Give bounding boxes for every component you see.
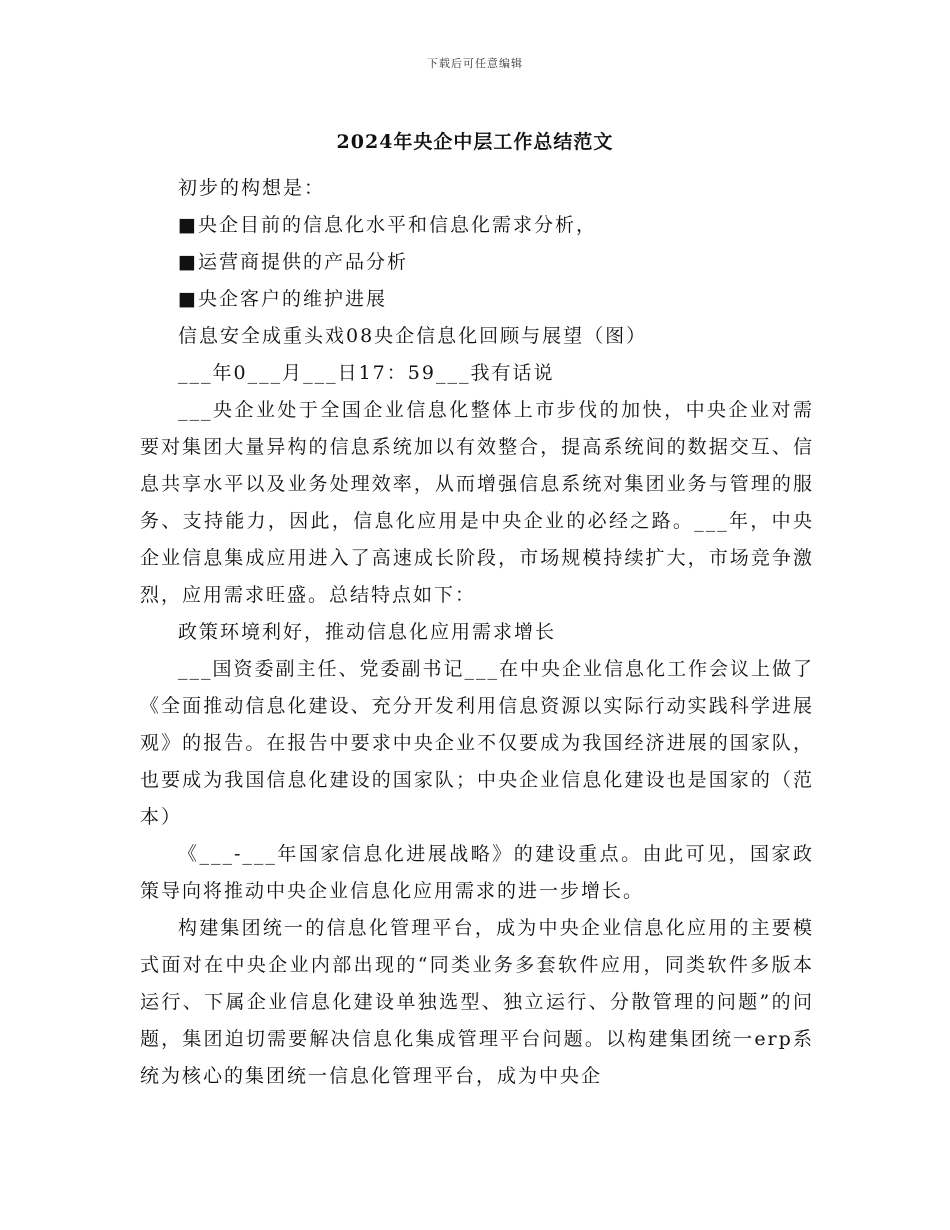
bullet-item-3: ■央企客户的维护进展 [178, 288, 387, 310]
section-heading-policy: 政策环境利好，推动信息化应用需求增长 [178, 621, 557, 643]
date-line: ___年0___月___日17：59___我有话说 [178, 362, 555, 384]
document-title: 2024年央企中层工作总结范文 [336, 131, 614, 153]
section-heading-info-security: 信息安全成重头戏08央企信息化回顾与展望（图） [178, 325, 648, 347]
page-header-note: 下载后可任意编辑 [427, 57, 523, 70]
document-body [140, 170, 814, 1095]
bullet-item-1: ■央企目前的信息化水平和信息化需求分析， [178, 214, 597, 236]
paragraph-overview: ___央企业处于全国企业信息化整体上市步伐的加快，中央企业对需要对集团大量异构的信息系统加以有效整合，提高系统间的数据交互、信息共享水平以及业务处理效率，从而增强信息系统对集团业务与管理的服务、支持能力，因此，信息化应用是中央企业的必经之路。___年，中央企业信息集成应用进入了高速成长阶段，市场规模持续扩大，市场竞争激烈，应用需求旺盛。总结特点如下： [140, 399, 814, 606]
paragraph-platform: 构建集团统一的信息化管理平台，成为中央企业信息化应用的主要模式面对在中央企业内部出现的“同类业务多套软件应用，同类软件多版本运行、下属企业信息化建设单独选型、独立运行、分散管理的问题”的问题，集团迫切需要解决信息化集成管理平台问题。以构建集团统一erp系统为核心的集团统一信息化管理平台，成为中央企 [140, 917, 814, 1087]
paragraph-strategy: 《___-___年国家信息化进展战略》的建设重点。由此可见，国家政策导向将推动中央企业信息化应用需求的进一步增长。 [140, 843, 814, 902]
paragraph-intro: 初步的构想是： [178, 177, 326, 199]
paragraph-report: ___国资委副主任、党委副书记___在中央企业信息化工作会议上做了《全面推动信息化建设、充分开发利用信息资源以实际行动实践科学进展观》的报告。在报告中要求中央企业不仅要成为我国经济进展的国家队，也要成为我国信息化建设的国家队；中央企业信息化建设也是国家的（范本） [140, 658, 815, 828]
bullet-item-2: ■运营商提供的产品分析 [178, 251, 408, 273]
